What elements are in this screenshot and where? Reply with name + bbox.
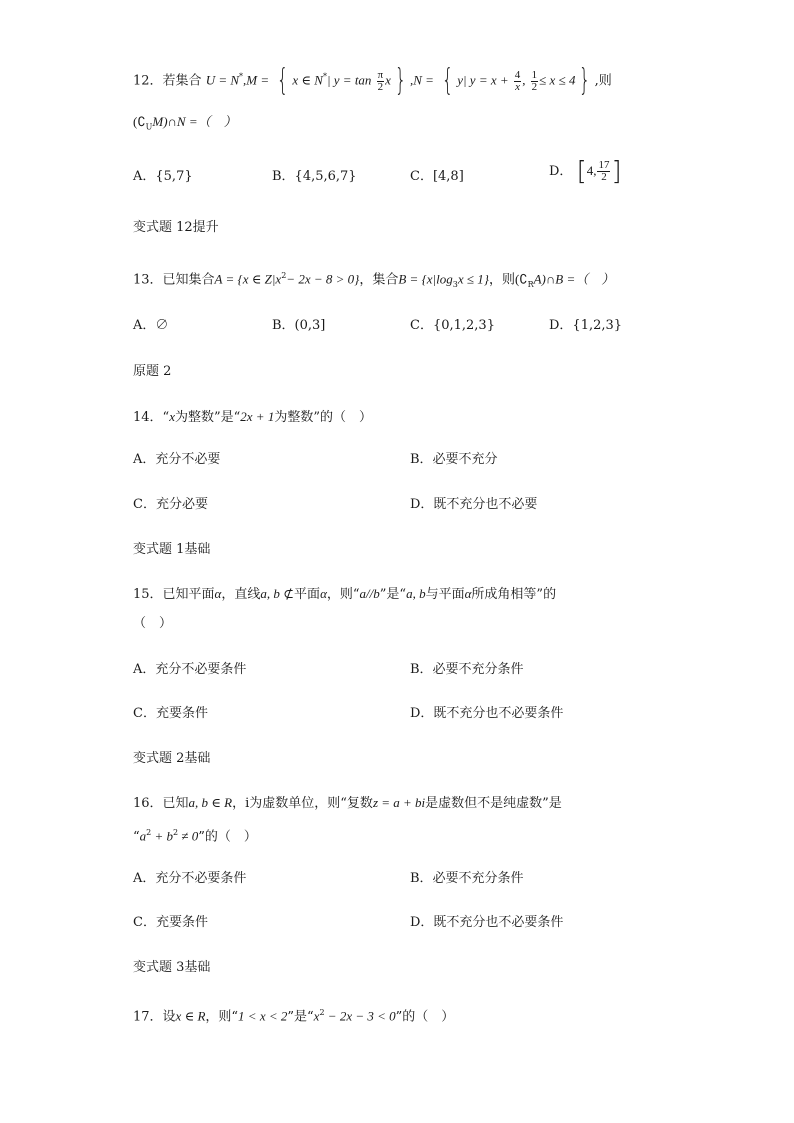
q12-math-set: x ∈ N — [292, 72, 323, 88]
q16-option-a[interactable]: A．充分不必要条件 — [133, 871, 247, 886]
q12-option-d-value: 4, — [586, 163, 597, 178]
q17-ineq2: − 2x − 3 < 0 — [324, 1008, 396, 1024]
q15-alpha-2: α — [320, 586, 327, 601]
q14-number: 14．“ — [133, 410, 170, 425]
q13-option-a[interactable]: A．∅ — [133, 318, 169, 333]
q12-option-d-frac: $\frac{17}{2}$ — [598, 159, 610, 183]
q17-text-end: ”的（ ） — [395, 1009, 455, 1025]
section-label-variant-3: 变式题 3基础 — [133, 960, 211, 975]
q16-text-mid: ，i为虚数单位，则“复数 — [232, 796, 373, 811]
q12-math-y: y| y = x + — [457, 72, 509, 88]
q14-text-end: 为整数”的（ ） — [274, 410, 372, 425]
q16-option-c[interactable]: C．充要条件 — [133, 915, 208, 930]
q16-number: 16．已知 — [133, 796, 189, 811]
q13-stem: 13．已知集合A = {x ∈ $Z|x^2- 2x - 8 > 0$}，集合$B = \{x|\log_3x \le 1\}$，则$(∁_RA)\cap B$ =（ ） — [133, 271, 615, 289]
q16-neq: ≠ 0 — [178, 828, 199, 844]
section-label-variant-2: 变式题 2基础 — [133, 751, 211, 766]
q13-option-c[interactable]: C．{0,1,2,3} — [410, 318, 495, 333]
q16-ab-real: a, b ∈ R — [188, 795, 233, 810]
q15-option-a[interactable]: A．充分不必要条件 — [133, 662, 247, 677]
q15-ab: a, b — [406, 586, 426, 601]
q17-x-real: x ∈ R — [175, 1008, 206, 1024]
q15-option-b[interactable]: B．必要不充分条件 — [410, 662, 524, 677]
q13-text-ze: ，则 — [488, 272, 515, 288]
q14-option-d[interactable]: D．既不充分也不必要 — [410, 497, 538, 512]
q14-text-mid: 为整数”是“ — [174, 410, 241, 425]
q17-number: 17．设 — [133, 1009, 176, 1025]
q16-option-d[interactable]: D．既不充分也不必要条件 — [410, 915, 564, 930]
q12-complement: (∁ — [133, 114, 146, 129]
q13-number: 13．已知集合 — [133, 272, 215, 288]
q14-option-a[interactable]: A．充分不必要 — [133, 452, 221, 467]
q14-option-c[interactable]: C．充分必要 — [133, 497, 208, 512]
q15-alpha-3: α — [464, 586, 472, 601]
q13-text-jihe: ，集合 — [359, 272, 399, 288]
q16-stem-line2: “$a^2 + b^2 \ne 0$”的（ ） — [133, 828, 257, 845]
q12-option-d[interactable]: D． [4, $\frac{17}{2}$ ] — [549, 156, 622, 187]
q15-text-ze: ，则“ — [326, 587, 360, 602]
q16-text-end: 是虚数但不是纯虚数”是 — [425, 796, 562, 811]
q15-number: 15．已知平面 — [133, 587, 215, 602]
q13-set-a: A = {x ∈ Z|x — [214, 271, 282, 287]
q12-math-u: U = N — [205, 72, 240, 88]
q12-intersection: M)∩N =（ ） — [152, 114, 237, 129]
q12-math-m: ,M = — [243, 72, 270, 88]
q12-stem: 12．若集合 U = N*,M = { x ∈ N*| y = tan $\frac{\pi}{2}$ x } ,N = { y| y = x + $\frac{4}{x}$ , $\frac{1}{2}$ ≤ x ≤ 4 } ,则 — [133, 63, 612, 98]
q12-math-tan: | y = tan — [326, 72, 372, 88]
q15-option-c[interactable]: C．充要条件 — [133, 706, 208, 721]
q15-parallel: a//b — [359, 586, 380, 601]
q14-stem — [133, 407, 372, 428]
q15-alpha: α — [214, 586, 222, 601]
q16-z: z = a + bi — [372, 795, 426, 810]
q15-text-zhixian: ，直线 — [221, 587, 261, 602]
q15-stem-line2: （ ） — [133, 616, 173, 631]
q12-math-n: ,N = — [410, 72, 434, 88]
q12-frac-pi: $\frac{\pi}{2}$ — [377, 68, 384, 93]
q16-option-b[interactable]: B．必要不充分条件 — [410, 871, 524, 886]
q12-math-x: x — [385, 72, 391, 88]
q15-stem — [133, 584, 556, 605]
q12-option-d-label: D． — [549, 164, 573, 179]
q13-option-b[interactable]: B．(0,3] — [272, 318, 326, 333]
q16-a: a — [139, 828, 147, 844]
q13-set-b: B = {x|log — [398, 271, 453, 287]
q12-ze: ,则 — [594, 73, 612, 89]
q14-expr: 2x + 1 — [240, 409, 275, 424]
q16-text-de: ”的（ ） — [198, 829, 257, 845]
section-label-variant-1: 变式题 1基础 — [133, 542, 211, 557]
q13-set-a-cont: − 2x − 8 > 0} — [286, 271, 360, 287]
q16-b: + b — [151, 828, 174, 844]
q13-complement: (∁ — [514, 271, 528, 287]
q12-option-b[interactable]: B．{4,5,6,7} — [272, 169, 357, 184]
section-label-variant-12: 变式题 12提升 — [133, 220, 219, 235]
q14-x: x — [169, 409, 175, 424]
q16-quote: “ — [133, 829, 140, 845]
q12-comma: , — [522, 72, 526, 88]
q15-text-pingmian: 平面 — [294, 587, 321, 602]
q15-option-d[interactable]: D．既不充分也不必要条件 — [410, 706, 564, 721]
q15-lines: a, b ⊄ — [260, 586, 295, 601]
q17-stem: 17．设x ∈ R，则“1 < x < 2”是“$x^2 - 2x - 3 < 0$”的（ ） — [133, 1008, 455, 1025]
q17-text-ze: ，则“ — [205, 1009, 239, 1025]
q12-option-a[interactable]: A．{5,7} — [133, 169, 193, 184]
q13-intersection: A)∩B =（ ） — [533, 271, 615, 287]
q17-text-shi: ”是“ — [287, 1009, 314, 1025]
q12-frac-half: $\frac{1}{2}$ — [531, 68, 538, 93]
q15-text-yupingmian: 与平面 — [425, 587, 465, 602]
q17-x: x — [313, 1008, 320, 1024]
q16-stem — [133, 793, 562, 814]
q15-text-end: 所成角相等”的 — [471, 587, 557, 602]
q13-option-d[interactable]: D．{1,2,3} — [549, 318, 623, 333]
q13-set-b-cont: x ≤ 1} — [457, 271, 489, 287]
q12-math-range: ≤ x ≤ 4 — [539, 72, 576, 88]
q12-number: 12．若集合 — [133, 73, 202, 89]
q12-stem-line2: $(∁_UM)\cap N$ =（ ） — [133, 114, 237, 132]
section-label-original-2: 原题 2 — [133, 364, 172, 379]
q15-text-shi: ”是“ — [379, 587, 407, 602]
q14-option-b[interactable]: B．必要不充分 — [410, 452, 498, 467]
q12-frac-4x: $\frac{4}{x}$ — [514, 68, 521, 93]
q17-ineq1: 1 < x < 2 — [238, 1008, 288, 1024]
q12-option-c[interactable]: C．[4,8] — [410, 169, 464, 184]
